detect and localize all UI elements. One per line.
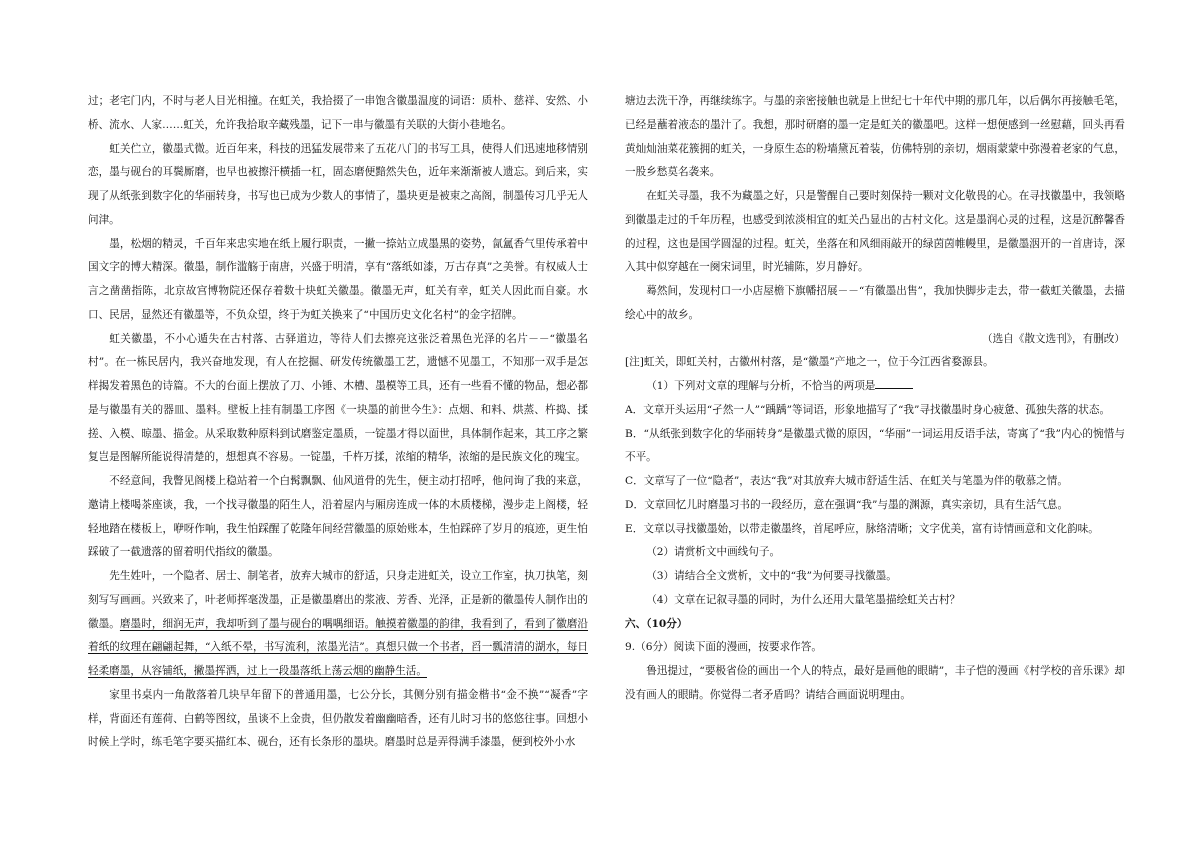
passage-paragraph-5: 不经意间，我瞥见阁楼上稳站着一个白髯飘飘、仙风道骨的先生，便主动打招呼，他问询了我的来意，邀请上楼喝茶座谈，我，一个找寻徽墨的陌生人，沿着屋内与厢房连成一体的木质楼梯，漫步走上阁楼，轻轻地踏在楼板上，咿呀作响，我生怕踩醒了乾隆年间经营徽墨的原始账本，生怕踩碎了岁月的痕迹，更生怕踩破了一截遗落的留着明代指纹的徽墨。 <box>88 475 588 559</box>
passage-paragraph-3: 墨，松烟的精灵，千百年来忠实地在纸上履行职责，一撇一捺站立成墨黑的姿势，氤氲香气里传承着中国文字的博大精深。徽墨，制作滥觞于南唐，兴盛于明清，享有“落纸如漆，万古存真”之美誉。有权威人士言之凿凿指陈，北京故宫博物院还保存着数十块虹关徽墨。徽墨无声，虹关有幸，虹关人因此而自豪。水口、民居，显然还有徽墨等，不负众望，终于为虹关换来了“中国历史文化名村”的金字招牌。 <box>88 237 588 321</box>
question-1-stem: （1）下列对文章的理解与分析，不恰当的两项是 <box>646 380 876 392</box>
option-b: B．“从纸张到数字化的华丽转身”是徽墨式微的原因，“华丽”一词运用反语手法，寄寓了“我”内心的惋惜与不平。 <box>625 427 1125 464</box>
option-c: C．文章写了一位“隐者”，表达“我”对其放弃大城市舒适生活、在虹关与笔墨为伴的敬慕之情。 <box>625 475 1068 487</box>
question-9-body: 鲁迅提过，“要极省俭的画出一个人的特点，最好是画他的眼睛”，丰子恺的漫画《村学校的音乐课》却没有画人的眼睛。你觉得二者矛盾吗？请结合画面说明理由。 <box>625 665 1125 701</box>
question-2: （2）请赏析文中画线句子。 <box>646 546 781 559</box>
passage-paragraph-6-text: 先生姓叶，一个隐者、居士、制笔者，放弃大城市的舒适，只身走进虹关，设立工作室，执刀执笔，刻刻写写画画。兴致来了，叶老师挥毫泼墨，正是徽墨磨出的浆液、芳香、光泽，正是新的徽墨传人制作出的徽墨。 <box>88 570 588 630</box>
passage-paragraph-9: 蓦然间，发现村口一小店屋檐下旗幡招展－－“有徽墨出售”，我加快脚步走去，带一截虹关徽墨，去描绘心中的故乡。 <box>625 285 1125 321</box>
passage-continued: 塘边去洗干净，再继续练字。与墨的亲密接触也就是上世纪七十年代中期的那几年，以后偶尔再接触毛笔，已经是蘸着液态的墨汁了。我想，那时研磨的墨一定是虹关的徽墨吧。这样一想便感到一丝慰藉，回头再看黄灿灿油菜花簇拥的虹关，一身原生态的粉墙黛瓦着装，仿佛特别的亲切，烟雨蒙蒙中弥漫着老家的气息，一股乡愁莫名袭来。 <box>625 95 1125 179</box>
question-3: （3）请结合全文赏析，文中的“我”为何要寻找徽墨。 <box>646 570 897 582</box>
option-e: E．文章以寻找徽墨始，以带走徽墨终，首尾呼应，脉络清晰；文字优美，富有诗情画意和文化韵味。 <box>625 522 1099 535</box>
option-a: A．文章开头运用“孑然一人”“踽踽”等词语，形象地描写了“我”寻找徽墨时身心疲惫、孤独失落的状态。 <box>625 403 1111 416</box>
answer-blank[interactable] <box>875 378 913 389</box>
passage-paragraph-1: 过；老宅门内，不时与老人目光相撞。在虹关，我拾掇了一串饱含徽墨温度的词语：质朴、慈祥、安然、小桥、流水、人家……虹关，允许我拾取辛藏残墨，记下一串与徽墨有关联的大街小巷地名。 <box>88 95 588 131</box>
question-9: 9.（6分）阅读下面的漫画，按要求作答。 <box>625 641 822 654</box>
right-column <box>625 90 1125 708</box>
passage-paragraph-7: 家里书桌内一角散落着几块早年留下的普通用墨，七公分长，其侧分别有描金楷书“金不换”“凝香”字样，背面还有莲荷、白鹤等图纹，虽谈不上金贵，但仍散发着幽幽暗香，还有儿时习书的悠悠往事。回想小时候上学时，练毛笔字要买描红本、砚台，还有长条形的墨块。磨墨时总是弄得满手漆墨，便到校外小水 <box>88 688 588 749</box>
option-d: D．文章回忆儿时磨墨习书的一段经历，意在强调“我”与墨的渊源，真实亲切，具有生活气息。 <box>625 498 1069 511</box>
passage-paragraph-4: 虹关徽墨，不小心遁失在古村落、古驿道边，等待人们去擦亮这张泛着黑色光泽的名片－－“徽墨名村”。在一栋民居内，我兴奋地发现，有人在挖掘、研发传统徽墨工艺，遗憾不见墨工，不知那一双手是怎样揭发着黑色的诗篇。不大的台面上摆放了刀、小锤、木槽、墨模等工具，还有一些看不懂的物品，想必都是与徽墨有关的器皿、墨料。壁板上挂有制墨工序图《一块墨的前世今生》：点烟、和料、烘蒸、杵捣、揉搓、入模、晾墨、描金。从采取数种原料到试磨鉴定墨质，一锭墨才得以面世，具体制作起来，其工序之繁复岂是图解所能说得清楚的，想想真不容易。一锭墨，千杵万揉，浓缩的精华，浓缩的是民族文化的瑰宝。 <box>88 332 588 464</box>
question-1 <box>625 375 1125 399</box>
passage-paragraph-8: 在虹关寻墨，我不为藏墨之好，只是警醒自己要时刻保持一颗对文化敬畏的心。在寻找徽墨中，我领略到徽墨走过的千年历程，也感受到浓淡相宜的虹关凸显出的古村文化。这是墨润心灵的过程，这是沉醉馨香的过程，这也是国学圆湿的过程。虹关，坐落在和风细雨敲开的绿茵茵帷幔里，是徽墨洇开的一首唐诗，深入其中似穿越在一阕宋词里，时光辅陈，岁月静好。 <box>625 190 1125 274</box>
question-4: （4）文章在记叙寻墨的同时，为什么还用大量笔墨描绘虹关古村？ <box>646 593 961 606</box>
section-six-heading: 六、（10分） <box>625 617 688 630</box>
source-citation: （选自《散文选刊》，有删改） <box>981 332 1125 345</box>
left-column <box>88 90 588 755</box>
footnote: [注]虹关，即虹关村，古徽州村落，是“徽墨”产地之一，位于今江西省婺源县。 <box>625 356 994 369</box>
passage-paragraph-2: 虹关伫立，徽墨式微。近百年来，科技的迅猛发展带来了五花八门的书写工具，使得人们迅速地移情别恋，墨与砚台的耳鬓厮磨，也早也被擦汗横插一杠，固态磨便黯然失色，近年来渐渐被人遗忘。到后来，实现了从纸张到数字化的华丽转身，书写也已成为少数人的事情了，墨块更是被束之高阁，制墨传习几乎无人问津。 <box>88 142 588 226</box>
passage-paragraph-6 <box>88 565 588 684</box>
underlined-sentence: 磨墨时，细润无声，我却听到了墨与砚台的喁喁细语。触摸着徽墨的韵律，我看到了，看到了徽磨沿着纸的纹理在翩翩起舞，“入纸不晕，书写流利，浓墨光洁”。真想只做一个书者，舀一瓢清清的湖水，每日轻柔磨墨，从容铺纸，撇墨挥洒，过上一段墨落纸上荡云烟的幽静生活。 <box>88 617 589 677</box>
